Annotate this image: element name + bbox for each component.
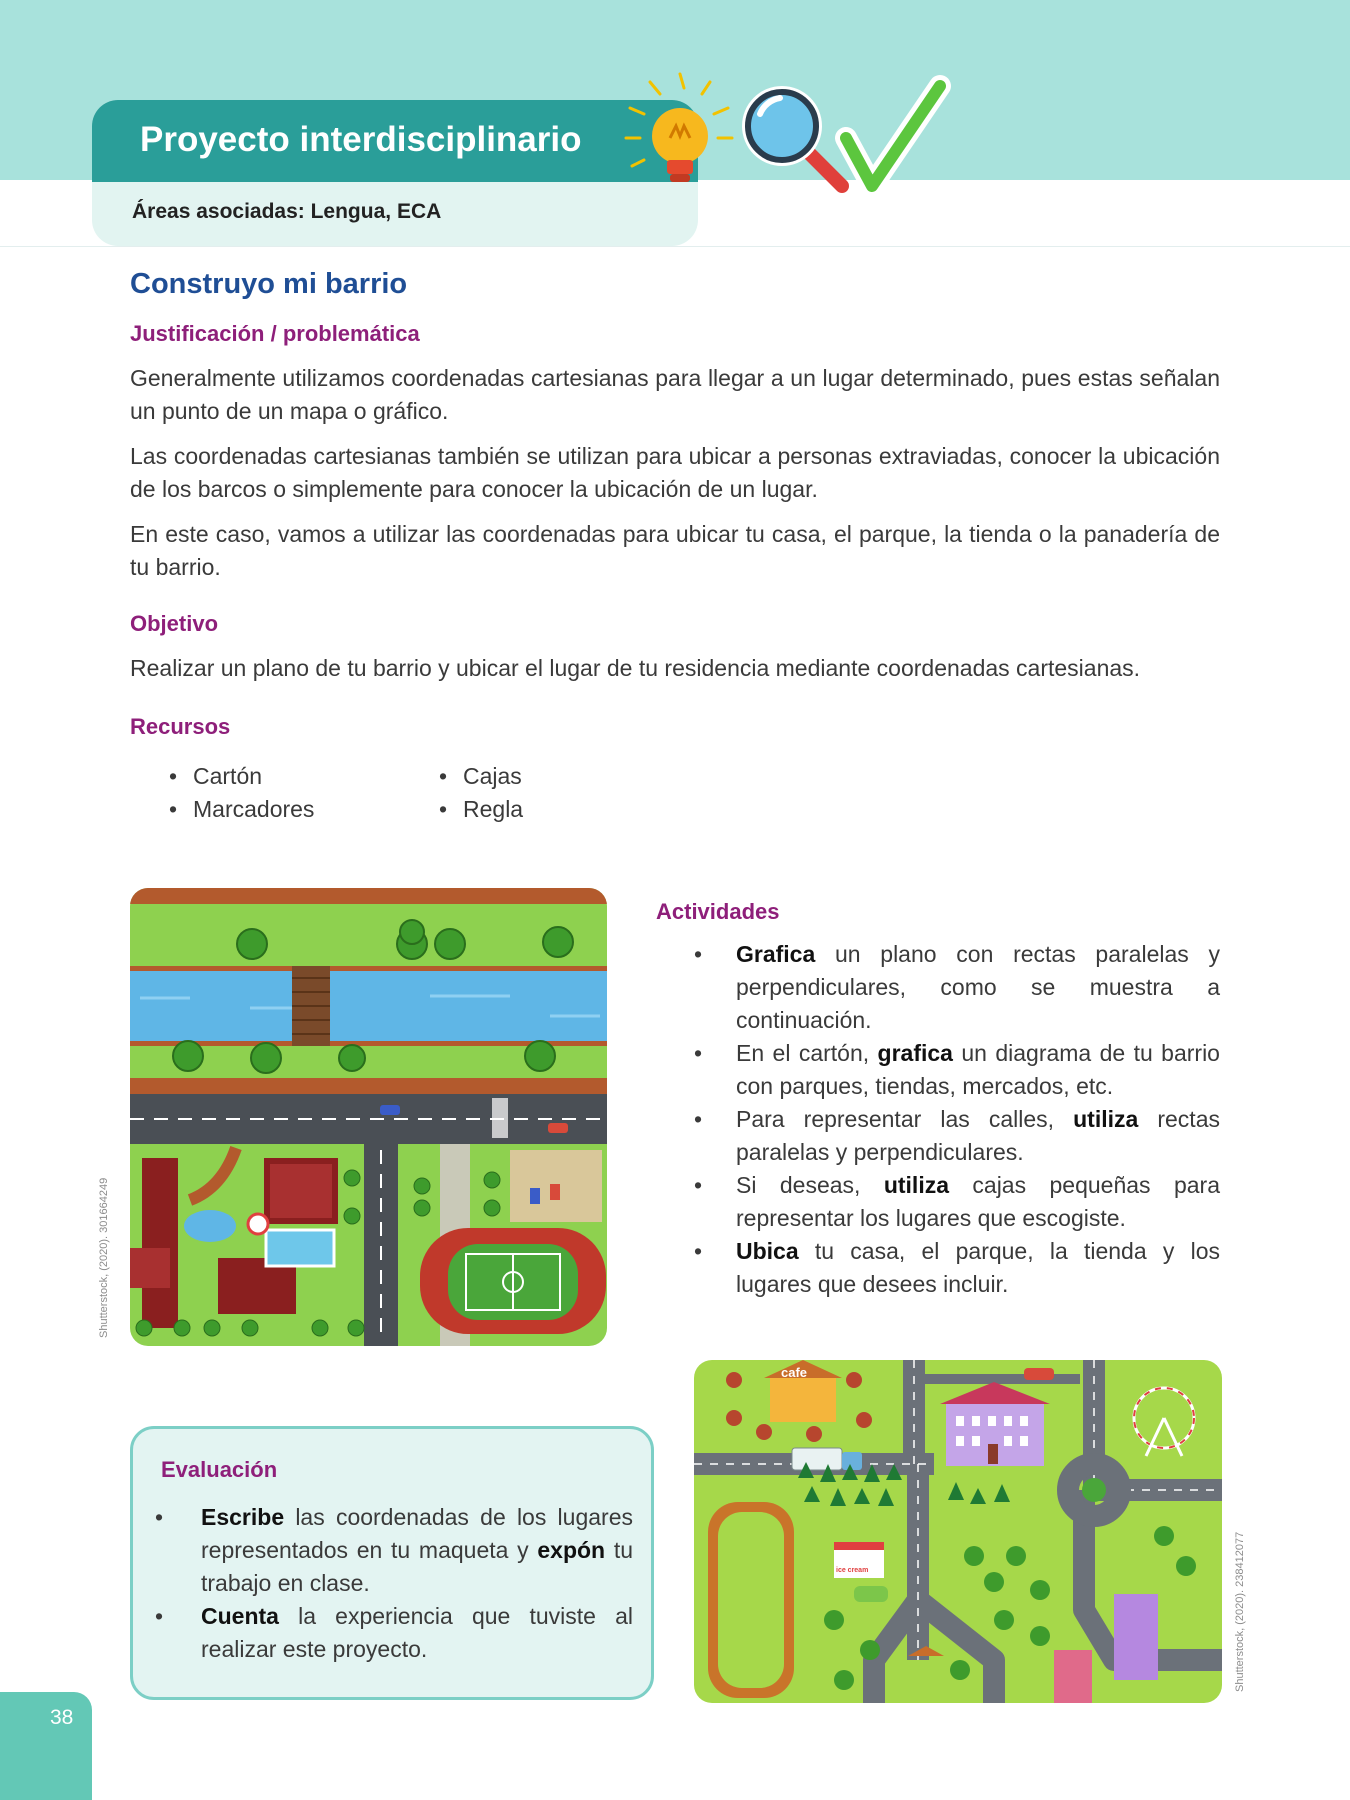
header-divider [0,246,1350,247]
recursos-heading: Recursos [130,714,231,739]
evaluacion-list [149,1501,633,1666]
page-number-tab [0,1692,92,1800]
city-map-illustration [694,1360,1222,1703]
image-credit-1: Shutterstock, (2020). 301664249 [98,1177,110,1338]
evaluacion-heading: Evaluación [161,1457,278,1482]
cafe-sign: cafe [781,1365,808,1380]
list-item: • Para representar las calles, utiliza rectas paralelas y perpendiculares. [690,1103,1220,1169]
objetivo-text: Realizar un plano de tu barrio y ubicar el lugar de tu residencia mediante coordenadas cartesianas. [130,655,1141,681]
list-item: • Escribe las coordenadas de los lugares representados en tu maqueta y expón tu trabajo en clase. [149,1501,633,1600]
list-item: • Grafica un plano con rectas paralelas y perpendiculares, como se muestra a continuación. [690,938,1220,1037]
justificacion-paragraph-2: Las coordenadas cartesianas también se utilizan para ubicar a personas extraviadas, conocer la ubicación de los barcos o simplemente para conocer la ubicación de un lugar. [130,443,1220,502]
associated-areas: Áreas asociadas: Lengua, ECA [132,200,442,223]
list-item: • Cartón [163,760,314,793]
header-title-bar [92,100,698,182]
page-number: 38 [50,1706,74,1729]
justificacion-paragraph-1: Generalmente utilizamos coordenadas cartesianas para llegar a un lugar determinado, pues estas señalan un punto de un mapa o gráfico. [130,365,1220,424]
list-item: • Cajas [433,760,523,793]
list-item: • Regla [433,793,523,826]
magnifier-icon [742,86,842,186]
justificacion-heading: Justificación / problemática [130,321,420,346]
list-item: • Marcadores [163,793,314,826]
recursos-list-1 [163,760,314,826]
icecream-sign: ice cream [836,1567,869,1574]
header-title: Proyecto interdisciplinario [140,120,582,159]
evaluacion-box [130,1426,654,1700]
list-item: • Ubica tu casa, el parque, la tienda y los lugares que desees incluir. [690,1235,1220,1301]
image-credit-2: Shutterstock, (2020). 238412077 [1234,1531,1246,1692]
list-item: • Cuenta la experiencia que tuviste al realizar este proyecto. [149,1600,633,1666]
header-icons [610,68,970,218]
list-item: • Si deseas, utiliza cajas pequeñas para representar los lugares que escogiste. [690,1169,1220,1235]
actividades-list [690,938,1220,1301]
page-title: Construyo mi barrio [130,268,408,300]
checkmark-icon [846,86,940,186]
recursos-list-2 [433,760,523,826]
justificacion-paragraph-3: En este caso, vamos a utilizar las coordenadas para ubicar tu casa, el parque, la tienda o la panadería de tu barrio. [130,521,1220,580]
actividades-heading: Actividades [656,899,780,924]
list-item: • En el cartón, grafica un diagrama de tu barrio con parques, tiendas, mercados, etc. [690,1037,1220,1103]
neighborhood-river-illustration [130,888,607,1346]
lightbulb-icon [626,74,732,182]
header-card [92,100,698,246]
objetivo-heading: Objetivo [130,611,219,636]
